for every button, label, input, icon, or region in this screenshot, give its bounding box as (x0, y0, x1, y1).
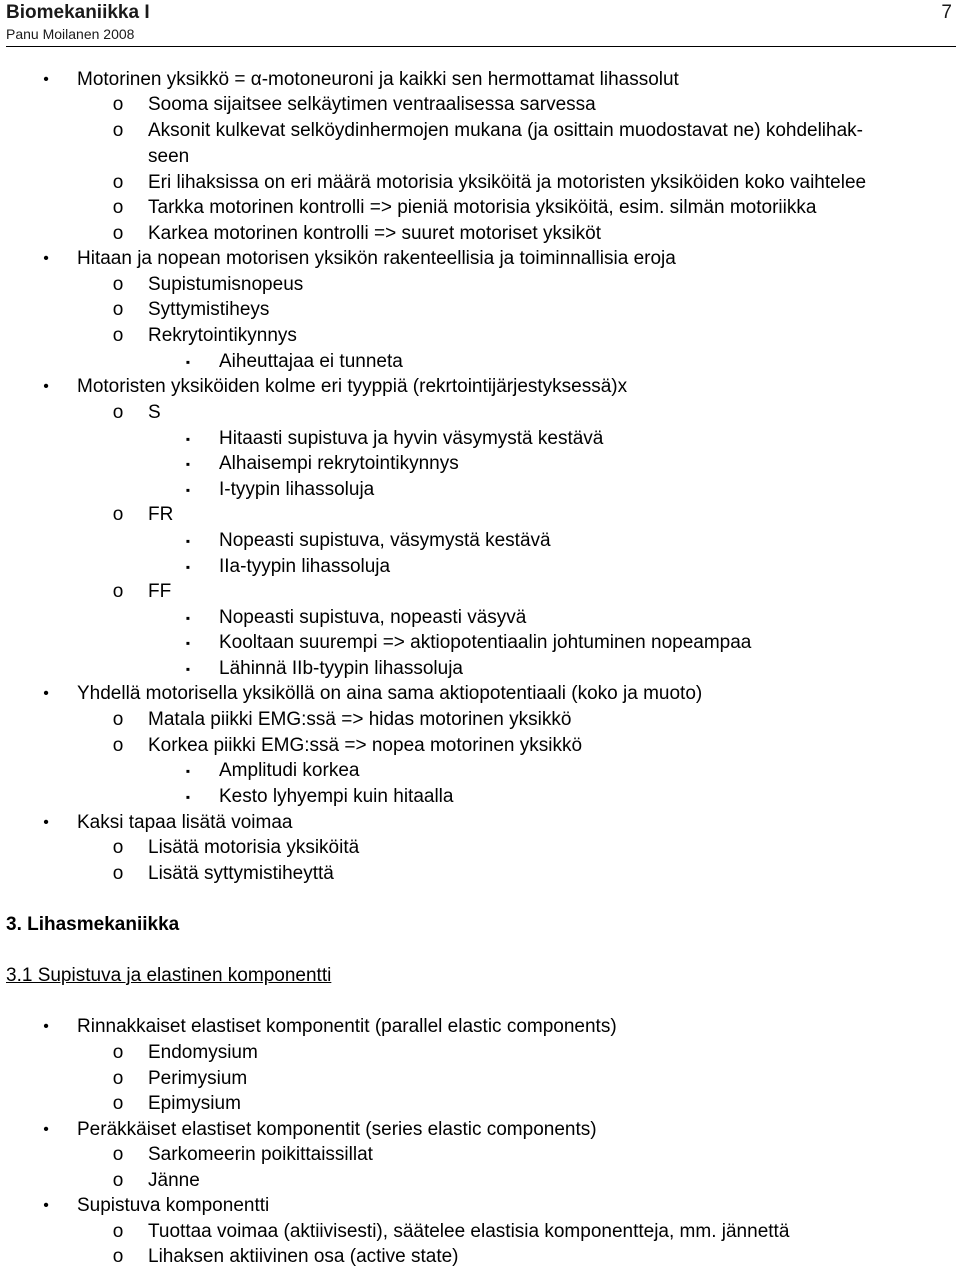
list-item-text: Hitaasti supistuva ja hyvin väsymystä kestävä (219, 428, 604, 449)
square-marker: ▪ (185, 790, 191, 804)
author-line: Panu Moilanen 2008 (6, 26, 135, 42)
square-marker: ▪ (185, 534, 191, 548)
list-item-text: seen (148, 146, 190, 167)
square-marker: ▪ (185, 483, 191, 497)
circle-marker: o (112, 120, 124, 141)
list-item-text: S (148, 402, 161, 423)
document-title: Biomekaniikka I (6, 2, 150, 23)
list-item-text: Lähinnä IIb-tyypin lihassoluja (219, 658, 463, 679)
list-item-text: Motoristen yksiköiden kolme eri tyyppiä (rekrtointijärjestyksessä)x (77, 376, 628, 397)
circle-marker: o (112, 94, 124, 115)
list-item-text: Kesto lyhyempi kuin hitaalla (219, 786, 454, 807)
circle-marker: o (112, 837, 124, 858)
list-item-text: IIa-tyypin lihassoluja (219, 556, 391, 577)
list-item-text: FR (148, 504, 174, 525)
list-item-text: Kooltaan suurempi => aktiopotentiaalin johtuminen nopeampaa (219, 632, 752, 653)
bullet-marker: • (43, 1121, 49, 1138)
list-item-text: Matala piikki EMG:ssä => hidas motorinen yksikkö (148, 709, 572, 730)
circle-marker: o (112, 1144, 124, 1165)
circle-marker: o (112, 1170, 124, 1191)
bullet-marker: • (43, 814, 49, 831)
bullet-marker: • (43, 71, 49, 88)
list-item-text: FF (148, 581, 172, 602)
list-item-text: Karkea motorinen kontrolli => suuret motoriset yksiköt (148, 223, 602, 244)
circle-marker: o (112, 197, 124, 218)
list-item-text: Sarkomeerin poikittaissillat (148, 1144, 373, 1165)
circle-marker: o (112, 735, 124, 756)
circle-marker: o (112, 299, 124, 320)
list-item-text: Tuottaa voimaa (aktiivisesti), säätelee elastisia komponentteja, mm. jännettä (148, 1221, 790, 1242)
list-item-text: Nopeasti supistuva, väsymystä kestävä (219, 530, 551, 551)
circle-marker: o (112, 172, 124, 193)
bullet-marker: • (43, 685, 49, 702)
square-marker: ▪ (185, 611, 191, 625)
list-item-text: Aiheuttajaa ei tunneta (219, 351, 403, 372)
list-item-text: Aksonit kulkevat selköydinhermojen mukana (ja osittain muodostavat ne) kohdelihak- (148, 120, 863, 141)
square-marker: ▪ (185, 432, 191, 446)
square-marker: ▪ (185, 764, 191, 778)
square-marker: ▪ (185, 636, 191, 650)
list-item-text: Korkea piikki EMG:ssä => nopea motorinen yksikkö (148, 735, 583, 756)
circle-marker: o (112, 1042, 124, 1063)
list-item-text: Syttymistiheys (148, 299, 270, 320)
list-item-text: Jänne (148, 1170, 200, 1191)
circle-marker: o (112, 402, 124, 423)
section-heading: 3. Lihasmekaniikka (6, 914, 180, 935)
square-marker: ▪ (185, 355, 191, 369)
list-item-text: Amplitudi korkea (219, 760, 360, 781)
subsection-heading: 3.1 Supistuva ja elastinen komponentti (6, 965, 332, 986)
list-item-text: Eri lihaksissa on eri määrä motorisia yksiköitä ja motoristen yksiköiden koko vaihtelee (148, 172, 867, 193)
list-item-text: Yhdellä motorisella yksiköllä on aina sama aktiopotentiaali (koko ja muoto) (77, 683, 703, 704)
list-item-text: Lisätä motorisia yksiköitä (148, 837, 360, 858)
bullet-marker: • (43, 1018, 49, 1035)
bullet-marker: • (43, 250, 49, 267)
circle-marker: o (112, 504, 124, 525)
list-item-text: Supistumisnopeus (148, 274, 304, 295)
circle-marker: o (112, 1221, 124, 1242)
circle-marker: o (112, 325, 124, 346)
list-item-text: Lisätä syttymistiheyttä (148, 863, 334, 884)
list-item-text: Alhaisempi rekrytointikynnys (219, 453, 459, 474)
list-item-text: Supistuva komponentti (77, 1195, 270, 1216)
circle-marker: o (112, 1093, 124, 1114)
list-item-text: Perimysium (148, 1068, 248, 1089)
circle-marker: o (112, 223, 124, 244)
bullet-marker: • (43, 378, 49, 395)
list-item-text: Peräkkäiset elastiset komponentit (series elastic components) (77, 1119, 597, 1140)
list-item-text: Nopeasti supistuva, nopeasti väsyvä (219, 607, 527, 628)
square-marker: ▪ (185, 457, 191, 471)
list-item-text: Epimysium (148, 1093, 241, 1114)
bullet-marker: • (43, 1197, 49, 1214)
list-item-text: Lihaksen aktiivinen osa (active state) (148, 1246, 459, 1267)
list-item-text: Sooma sijaitsee selkäytimen ventraalisessa sarvessa (148, 94, 596, 115)
circle-marker: o (112, 709, 124, 730)
page-number: 7 (941, 2, 952, 23)
list-item-text: Hitaan ja nopean motorisen yksikön rakenteellisia ja toiminnallisia eroja (77, 248, 676, 269)
list-item-text: Rekrytointikynnys (148, 325, 297, 346)
list-item-text: I-tyypin lihassoluja (219, 479, 375, 500)
square-marker: ▪ (185, 560, 191, 574)
list-item-text: Rinnakkaiset elastiset komponentit (parallel elastic components) (77, 1016, 617, 1037)
circle-marker: o (112, 863, 124, 884)
circle-marker: o (112, 581, 124, 602)
list-item-text: Endomysium (148, 1042, 258, 1063)
list-item-text: Tarkka motorinen kontrolli => pieniä motorisia yksiköitä, esim. silmän motoriikka (148, 197, 817, 218)
list-item-text: Motorinen yksikkö = α-motoneuroni ja kaikki sen hermottamat lihassolut (77, 69, 679, 90)
square-marker: ▪ (185, 662, 191, 676)
circle-marker: o (112, 1068, 124, 1089)
page-header (6, 0, 956, 47)
circle-marker: o (112, 1246, 124, 1267)
list-item-text: Kaksi tapaa lisätä voimaa (77, 812, 293, 833)
circle-marker: o (112, 274, 124, 295)
